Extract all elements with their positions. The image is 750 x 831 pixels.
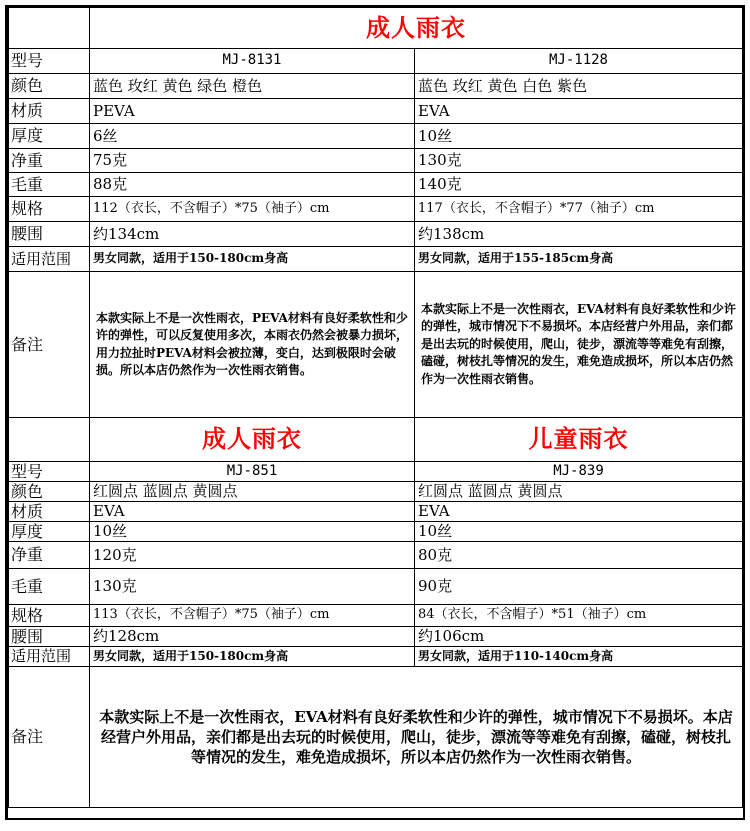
row-label-model: 型号	[9, 49, 90, 74]
row-label-color: 颜色	[9, 482, 90, 502]
table-row	[9, 149, 743, 173]
model-left: MJ-8131	[90, 49, 415, 74]
table-row	[9, 247, 743, 272]
table-row	[9, 569, 743, 605]
gross-weight-right: 90克	[415, 569, 743, 605]
table-row	[9, 522, 743, 542]
material-right: EVA	[415, 502, 743, 522]
row-label-material: 材质	[9, 502, 90, 522]
thickness-right: 10丝	[415, 124, 743, 149]
color-right: 红圆点 蓝圆点 黄圆点	[415, 482, 743, 502]
row-label-color: 颜色	[9, 74, 90, 99]
row-label-waist: 腰围	[9, 222, 90, 247]
row-label-size: 规格	[9, 605, 90, 627]
row-label-thickness: 厚度	[9, 124, 90, 149]
table-row	[9, 482, 743, 502]
table-row	[9, 74, 743, 99]
table-row	[9, 197, 743, 222]
gross-weight-right: 140克	[415, 173, 743, 197]
note-left: 本款实际上不是一次性雨衣，PEVA材料有良好柔软性和少许的弹性，可以反复使用多次，本雨衣仍然会被暴力损坏，用力拉扯时PEVA材料会被拉薄，变白，达到极限时会破损。所以本店仍然作为一次性雨衣销售。	[90, 272, 415, 418]
table-row	[9, 542, 743, 569]
waist-right: 约106cm	[415, 627, 743, 647]
row-label-waist: 腰围	[9, 627, 90, 647]
section1-title-row	[9, 8, 743, 49]
color-right: 蓝色 玫红 黄色 白色 紫色	[415, 74, 743, 99]
material-left: PEVA	[90, 99, 415, 124]
net-weight-left: 75克	[90, 149, 415, 173]
size-right: 117（衣长，不含帽子）*77（袖子）cm	[415, 197, 743, 222]
row-label-material: 材质	[9, 99, 90, 124]
table-row	[9, 49, 743, 74]
model-right: MJ-1128	[415, 49, 743, 74]
table-row	[9, 502, 743, 522]
row-label-gross-weight: 毛重	[9, 569, 90, 605]
waist-right: 约138cm	[415, 222, 743, 247]
net-weight-left: 120克	[90, 542, 415, 569]
corner-cell	[9, 8, 90, 49]
row-label-note: 备注	[9, 272, 90, 418]
table-row	[9, 173, 743, 197]
table-row	[9, 627, 743, 647]
thickness-right: 10丝	[415, 522, 743, 542]
row-label-model: 型号	[9, 462, 90, 482]
table-row	[9, 647, 743, 667]
section2-title-left: 成人雨衣	[90, 418, 415, 462]
range-right: 男女同款，适用于110-140cm身高	[415, 647, 743, 667]
spec-sheet	[5, 5, 745, 820]
row-label-note: 备注	[9, 667, 90, 808]
color-left: 蓝色 玫红 黄色 绿色 橙色	[90, 74, 415, 99]
model-right: MJ-839	[415, 462, 743, 482]
row-label-range: 适用范围	[9, 247, 90, 272]
net-weight-right: 80克	[415, 542, 743, 569]
model-left: MJ-851	[90, 462, 415, 482]
material-left: EVA	[90, 502, 415, 522]
thickness-left: 10丝	[90, 522, 415, 542]
section1-title: 成人雨衣	[90, 8, 743, 49]
table-row	[9, 124, 743, 149]
size-left: 113（衣长，不含帽子）*75（袖子）cm	[90, 605, 415, 627]
row-label-size: 规格	[9, 197, 90, 222]
table-row	[9, 272, 743, 418]
waist-left: 约128cm	[90, 627, 415, 647]
range-left: 男女同款，适用于150-180cm身高	[90, 247, 415, 272]
row-label-net-weight: 净重	[9, 542, 90, 569]
spec-table	[8, 7, 743, 808]
gross-weight-left: 130克	[90, 569, 415, 605]
row-label-net-weight: 净重	[9, 149, 90, 173]
table-row	[9, 667, 743, 808]
range-right: 男女同款，适用于155-185cm身高	[415, 247, 743, 272]
net-weight-right: 130克	[415, 149, 743, 173]
table-row	[9, 99, 743, 124]
size-left: 112（衣长，不含帽子）*75（袖子）cm	[90, 197, 415, 222]
range-left: 男女同款，适用于150-180cm身高	[90, 647, 415, 667]
section2-title-right: 儿童雨衣	[415, 418, 743, 462]
color-left: 红圆点 蓝圆点 黄圆点	[90, 482, 415, 502]
table-row	[9, 462, 743, 482]
row-label-gross-weight: 毛重	[9, 173, 90, 197]
note-merged: 本款实际上不是一次性雨衣，EVA材料有良好柔软性和少许的弹性，城市情况下不易损坏。本店经营户外用品，亲们都是出去玩的时候使用，爬山，徒步，漂流等等难免有刮擦，磕碰，树枝扎等情况的发生，难免造成损坏，所以本店仍然作为一次性雨衣销售。	[90, 667, 743, 808]
gross-weight-left: 88克	[90, 173, 415, 197]
thickness-left: 6丝	[90, 124, 415, 149]
size-right: 84（衣长，不含帽子）*51（袖子）cm	[415, 605, 743, 627]
table-row	[9, 222, 743, 247]
corner-cell	[9, 418, 90, 462]
row-label-thickness: 厚度	[9, 522, 90, 542]
section2-title-row	[9, 418, 743, 462]
material-right: EVA	[415, 99, 743, 124]
note-right: 本款实际上不是一次性雨衣，EVA材料有良好柔软性和少许的弹性，城市情况下不易损坏。本店经营户外用品，亲们都是出去玩的时候使用，爬山，徒步，漂流等等难免有刮擦，磕碰，树枝扎等情况的发生，难免造成损坏，所以本店仍然作为一次性雨衣销售。	[415, 272, 743, 418]
waist-left: 约134cm	[90, 222, 415, 247]
row-label-range: 适用范围	[9, 647, 90, 667]
table-row	[9, 605, 743, 627]
